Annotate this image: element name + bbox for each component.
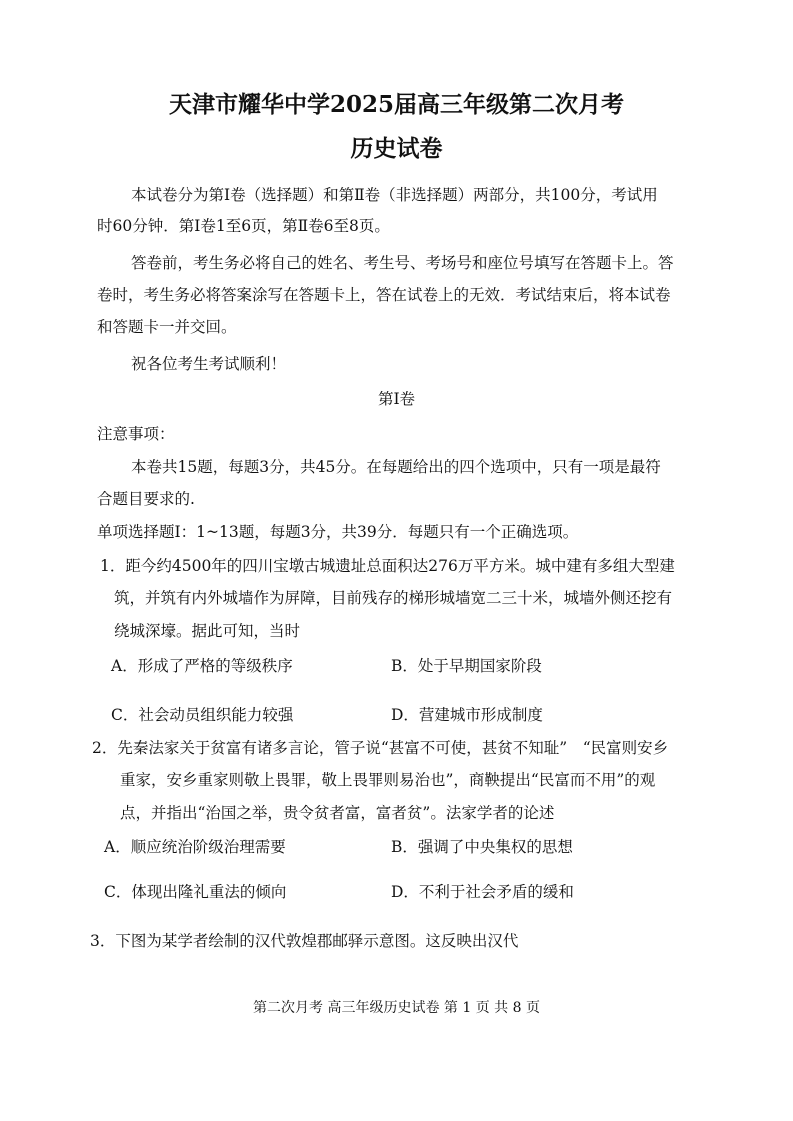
question-2-option-b: B．强调了中央集权的思想 [391, 838, 573, 856]
question-1-option-d: D．营建城市形成制度 [391, 706, 543, 724]
notice-line1: 本卷共15题，每题3分，共45分。在每题给出的四个选项中，只有一项是最符 [131, 458, 661, 476]
question-1-option-b: B．处于早期国家阶段 [391, 657, 542, 675]
notice-line2: 合题目要求的. [97, 490, 195, 508]
question-2-option-a: A．顺应统治阶级治理需要 [104, 838, 286, 856]
intro-p2-line3: 和答题卡一并交回。 [97, 318, 237, 336]
exam-subtitle: 历史试卷 [350, 135, 443, 162]
question-2-option-c: C．体现出隆礼重法的倾向 [104, 883, 287, 901]
intro-p2-line2: 卷时，考生务必将答案涂写在答题卡上，答在试卷上的无效．考试结束后，将本试卷 [97, 286, 671, 304]
section-instruction: 单项选择题Ⅰ：1~13题，每题3分，共39分．每题只有一个正确选项。 [97, 523, 579, 541]
question-2-line2: 重家，安乡重家则敬上畏罪，敬上畏罪则易治也”，商鞅提出“民富而不用”的观 [120, 771, 656, 789]
exam-title: 天津市耀华中学2025届高三年级第二次月考 [168, 91, 624, 118]
notice-label: 注意事项： [97, 425, 175, 443]
question-2-option-d: D．不利于社会矛盾的缓和 [391, 883, 574, 901]
question-1-option-c: C．社会动员组织能力较强 [111, 706, 294, 724]
intro-p1-line2: 时60分钟．第Ⅰ卷1至6页，第Ⅱ卷6至8页。 [97, 217, 390, 235]
question-1-line3: 绕城深壕。据此可知，当时 [114, 622, 301, 640]
question-1-line2: 筑，并筑有内外城墙作为屏障，目前残存的梯形城墙宽二三十米，城墙外侧还挖有 [114, 589, 673, 607]
intro-p1-line1: 本试卷分为第Ⅰ卷（选择题）和第Ⅱ卷（非选择题）两部分，共100分，考试用 [131, 186, 658, 204]
question-2-line3: 点，并指出“治国之举，贵令贫者富，富者贫”。法家学者的论述 [120, 804, 555, 822]
intro-p3: 祝各位考生考试顺利！ [131, 355, 287, 373]
question-1-line1: 1．距今约4500年的四川宝墩古城遗址总面积达276万平方米。城中建有多组大型建 [100, 557, 675, 575]
question-3-line1: 3．下图为某学者绘制的汉代敦煌郡邮驿示意图。这反映出汉代 [90, 932, 519, 950]
page-footer: 第二次月考 高三年级历史试卷 第 1 页 共 8 页 [253, 1000, 540, 1016]
question-2-line1: 2．先秦法家关于贫富有诸多言论，管子说“甚富不可使，甚贫不知耻” “民富则安乡 [92, 739, 669, 757]
question-1-option-a: A．形成了严格的等级秩序 [111, 657, 293, 675]
section-title: 第Ⅰ卷 [377, 390, 416, 408]
intro-p2-line1: 答卷前，考生务必将自己的姓名、考生号、考场号和座位号填写在答题卡上。答 [131, 254, 674, 272]
